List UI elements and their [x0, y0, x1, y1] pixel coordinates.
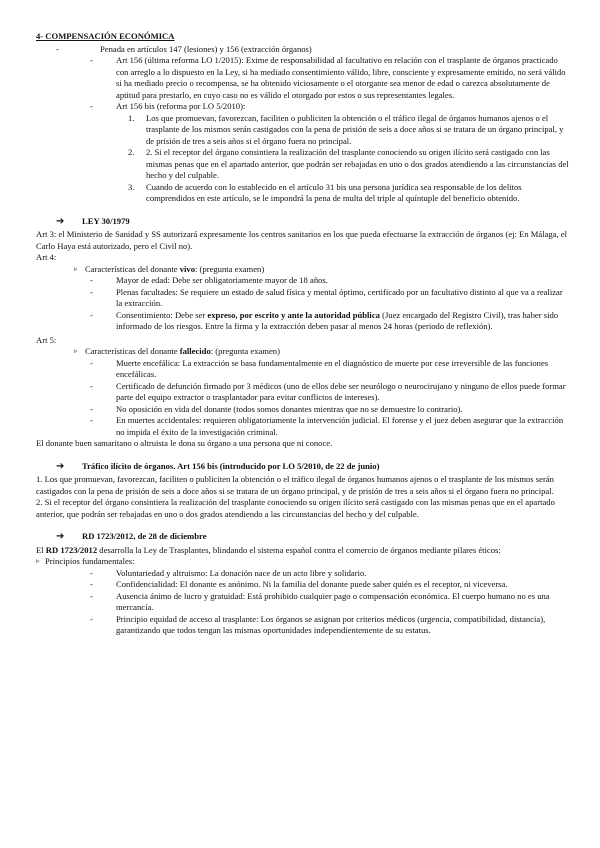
section-heading-trafico: ➔ Tráfico ilícito de órganos. Art 156 bis (introducido por LO 5/2010, de 22 de junio): [56, 460, 380, 472]
triangle-bullet-icon: ▹: [36, 557, 40, 565]
subheading: ▹ Principios fundamentales:: [36, 556, 135, 566]
subheading: ▹ Características del donante fallecido: (pregunta examen): [74, 346, 280, 356]
numbered-item: 1. Los que promuevan, favorezcan, faciliten o publiciten la obtención o el tráfico ilegal de órganos humanos ajenos o el trasplante de los mismos serán castigados con la pena de prisión de seis a doce años si se tratara de un órgano principal, y de prisión de tres a seis años si el órgano fuera no principal.: [128, 112, 564, 146]
paragraph: El donante buen samaritano o altruista le dona su órgano a una persona que ni conoce.: [36, 438, 333, 448]
arrow-right-icon: ➔: [56, 460, 65, 472]
list-item: - Ausencia ánimo de lucro y gratuidad: Está prohibido cualquier pago o compensación económica. El cuerpo humano no es una mercancía.: [90, 590, 550, 612]
dash-bullet: -: [90, 101, 93, 111]
subheading: ▹ Características del donante vivo: (pregunta examen): [74, 263, 265, 274]
triangle-bullet-icon: ▹: [74, 264, 78, 273]
dash-bullet: -: [56, 43, 59, 54]
dash-bullet: -: [90, 613, 93, 624]
dash-bullet: -: [90, 590, 93, 601]
arrow-right-icon: ➔: [56, 215, 65, 227]
dash-bullet: -: [90, 415, 93, 425]
dash-bullet: -: [90, 286, 93, 297]
list-item: - En muertes accidentales: requieren obligatoriamente la intervención judicial. El forense y el juez deben asegurar que la extracción no impida el éxito de la investigación criminal.: [90, 415, 564, 437]
list-item: - Muerte encefálica: La extracción se basa fundamentalmente en el diagnóstico de muerte por cese irreversible de las funciones encefálicas.: [90, 357, 549, 379]
list-item: - Confidencialidad: El donante es anónimo. Ni la familia del donante puede saber quién es el receptor, ni viceversa.: [90, 579, 508, 589]
dash-bullet: -: [90, 55, 93, 65]
section-title: 4- COMPENSACIÓN ECONÓMICA: [36, 31, 175, 41]
section-heading-ley: ➔ LEY 30/1979: [56, 215, 130, 227]
dash-bullet: -: [90, 275, 93, 285]
paragraph: Art 5:: [36, 334, 57, 345]
dash-bullet: -: [90, 380, 93, 391]
numbered-item: 3. Cuando de acuerdo con lo establecido en el artículo 31 bis una persona jurídica sea responsable de los delitos comprendidos en este artículo, se le impondrá la pena de multa del triple al quíntuple del beneficio obtenido.: [128, 181, 522, 203]
dash-bullet: -: [90, 403, 93, 414]
list-item: - Consentimiento: Debe ser expreso, por escrito y ante la autoridad pública (Juez encargado del Registro Civil), tras haber sido informado de los riesgos. Entre la firma y la extracción deben pasar al menos 24 horas (periodo de reflexión).: [90, 309, 559, 331]
list-item: - Art 156 (última reforma LO 1/2015): Exime de responsabilidad al facultativo en relación con el trasplante de órganos practicado con arreglo a lo dispuesto en la Ley, si ha mediado consentimiento válido, libre, consciente y expresamente emitido, no será válido si ha mediado precio o recompensa, se ha obtenido viciosamente o el otorgante sea menor de edad o carezca absolutamente de aptitud para prestarlo, en cuyo caso no es válido el otorgado por estos o sus representantes legales.: [90, 55, 566, 100]
paragraph: 1. Los que promuevan, favorezcan, faciliten o publiciten la obtención o el tráfico ilegal de órganos humanos ajenos o el trasplante de los mismos serán castigados con la pena de prisión de seis a doce años si se tratara de un órgano principal, y de prisión de tres a seis años si el órgano fuera no principal.: [36, 474, 554, 496]
list-item: - Principio equidad de acceso al trasplante: Los órganos se asignan por criterios médicos (urgencia, compatibilidad, distancia), garantizando que todos tengan las mismas oportunidades independientemente de su estatus.: [90, 613, 546, 635]
section-heading-rd: ➔ RD 1723/2012, de 28 de diciembre: [56, 531, 207, 542]
paragraph: El RD 1723/2012 desarrolla la Ley de Trasplantes, blindando el sistema español contra el comercio de órganos mediante pilares éticos:: [36, 544, 501, 555]
list-item: - Certificado de defunción firmado por 3 médicos (uno de ellos debe ser neurólogo o neurocirujano y ninguno de ellos puede formar parte del equipo extractor o trasplantador para evitar conflictos de intereses).: [90, 380, 566, 402]
triangle-bullet-icon: ▹: [74, 347, 78, 355]
dash-bullet: -: [90, 357, 93, 368]
arrow-right-icon: ➔: [56, 531, 65, 542]
list-item: - Art 156 bis (reforma por LO 5/2010):: [90, 101, 246, 111]
paragraph: 2. Si el receptor del órgano consintiera la realización del trasplante conociendo su origen ilícito será castigado con las mismas penas que en el apartado anterior, que podrán ser rebajadas en uno o dos grados atendiendo a las circunstancias del hecho y del culpable.: [36, 497, 555, 519]
list-item: - Penada en artículos 147 (lesiones) y 156 (extracción órganos): [56, 43, 312, 54]
list-item: - Voluntariedad y altruismo: La donación nace de un acto libre y solidario.: [90, 567, 367, 578]
paragraph: Art 4:: [36, 252, 57, 262]
paragraph: Art 3: el Ministerio de Sanidad y SS autorizará expresamente los centros sanitarios en los que pueda efectuarse la extracción de órganos (ej: En Málaga, el Carlo Haya está autorizado, pero el Civil no).: [36, 229, 568, 251]
list-item: - Mayor de edad: Debe ser obligatoriamente mayor de 18 años.: [90, 275, 328, 285]
numbered-item: 2. 2. Si el receptor del órgano consintiera la realización del trasplante conociendo su origen ilícito será castigado con las mismas penas que en el apartado anterior, que podrán ser rebajadas en uno o dos grados atendiendo a las circunstancias del hecho y del culpable.: [128, 147, 569, 180]
dash-bullet: -: [90, 579, 93, 589]
dash-bullet: -: [90, 567, 93, 578]
list-item: - Plenas facultades: Se requiere un estado de salud física y mental óptimo, certificado por un facultativo distinto al que va a realizar la extracción.: [90, 286, 563, 308]
list-item: - No oposición en vida del donante (todos somos donantes mientras que no se demuestre lo contrario).: [90, 403, 463, 414]
dash-bullet: -: [90, 309, 93, 320]
